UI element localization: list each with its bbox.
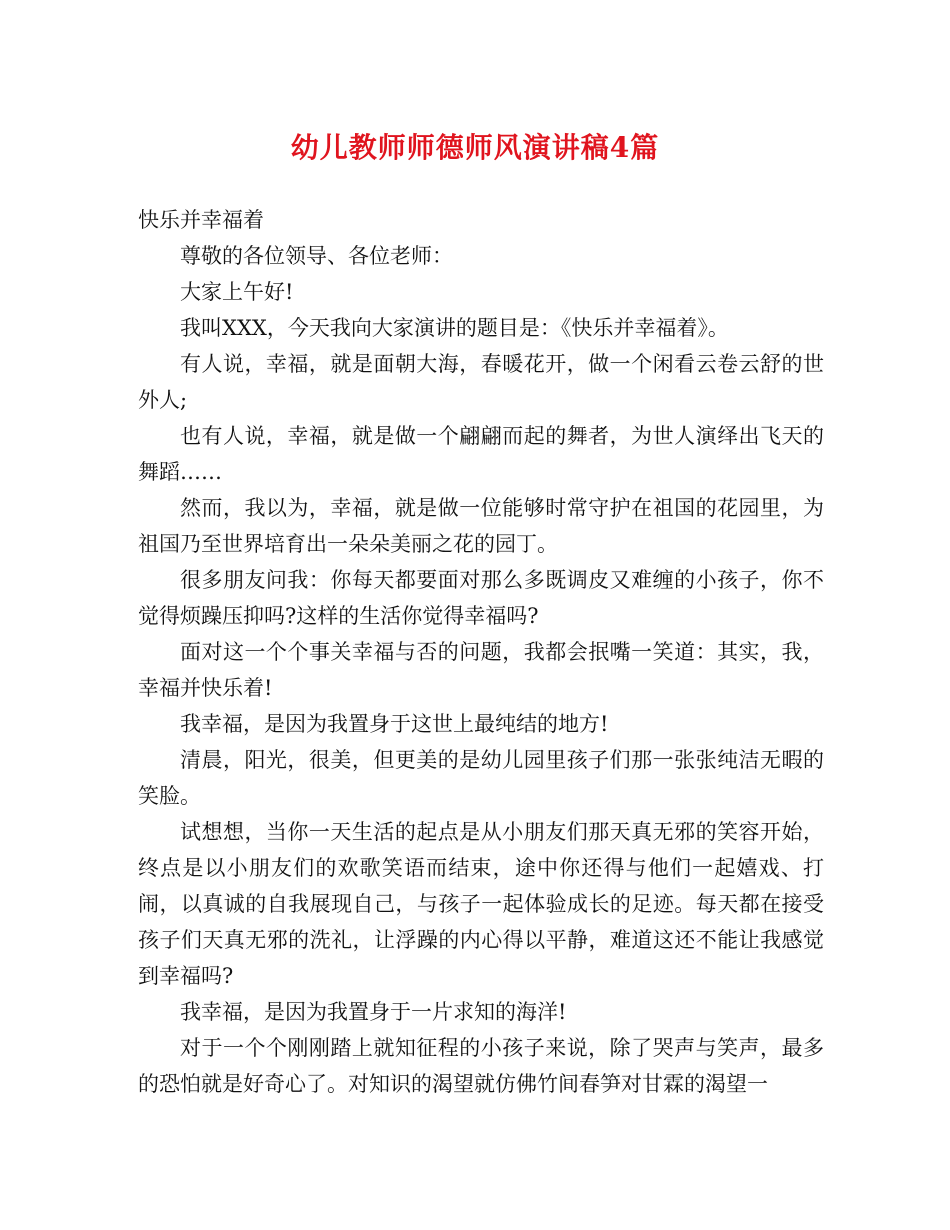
document-body	[138, 202, 824, 1102]
paragraph: 很多朋友问我：你每天都要面对那么多既调皮又难缠的小孩子，你不觉得烦躁压抑吗?这样的生活你觉得幸福吗?	[138, 568, 824, 628]
paragraph: 我幸福，是因为我置身于这世上最纯结的地方!	[180, 712, 609, 736]
document-title: 幼儿教师师德师风演讲稿4篇	[290, 131, 660, 164]
paragraph: 试想想，当你一天生活的起点是从小朋友们那天真无邪的笑容开始，终点是以小朋友们的欢歌笑语而结束，途中你还得与他们一起嬉戏、打闹，以真诚的自我展现自己，与孩子一起体验成长的足迹。每天都在接受孩子们天真无邪的洗礼，让浮躁的内心得以平静，难道这还不能让我感觉到幸福吗?	[138, 820, 824, 988]
paragraph: 大家上午好!	[180, 280, 294, 304]
paragraph: 我叫XXX，今天我向大家演讲的题目是：《快乐并幸福着》。	[180, 316, 729, 340]
section-heading: 快乐并幸福着	[138, 208, 264, 232]
paragraph: 有人说，幸福，就是面朝大海，春暖花开，做一个闲看云卷云舒的世外人;	[138, 352, 824, 412]
paragraph: 尊敬的各位领导、各位老师：	[180, 244, 453, 268]
paragraph: 对于一个个刚刚踏上就知征程的小孩子来说，除了哭声与笑声，最多的恐怕就是好奇心了。对知识的渴望就仿佛竹间春笋对甘霖的渴望一	[138, 1036, 824, 1096]
paragraph: 清晨，阳光，很美，但更美的是幼儿园里孩子们那一张张纯洁无暇的笑脸。	[138, 748, 824, 808]
paragraph: 也有人说，幸福，就是做一个翩翩而起的舞者，为世人演绎出飞天的舞蹈……	[138, 424, 824, 484]
paragraph: 面对这一个个事关幸福与否的问题，我都会抿嘴一笑道：其实，我，幸福并快乐着!	[138, 640, 824, 700]
paragraph: 然而，我以为，幸福，就是做一位能够时常守护在祖国的花园里，为祖国乃至世界培育出一朵朵美丽之花的园丁。	[138, 496, 824, 556]
paragraph: 我幸福，是因为我置身于一片求知的海洋!	[180, 1000, 567, 1024]
